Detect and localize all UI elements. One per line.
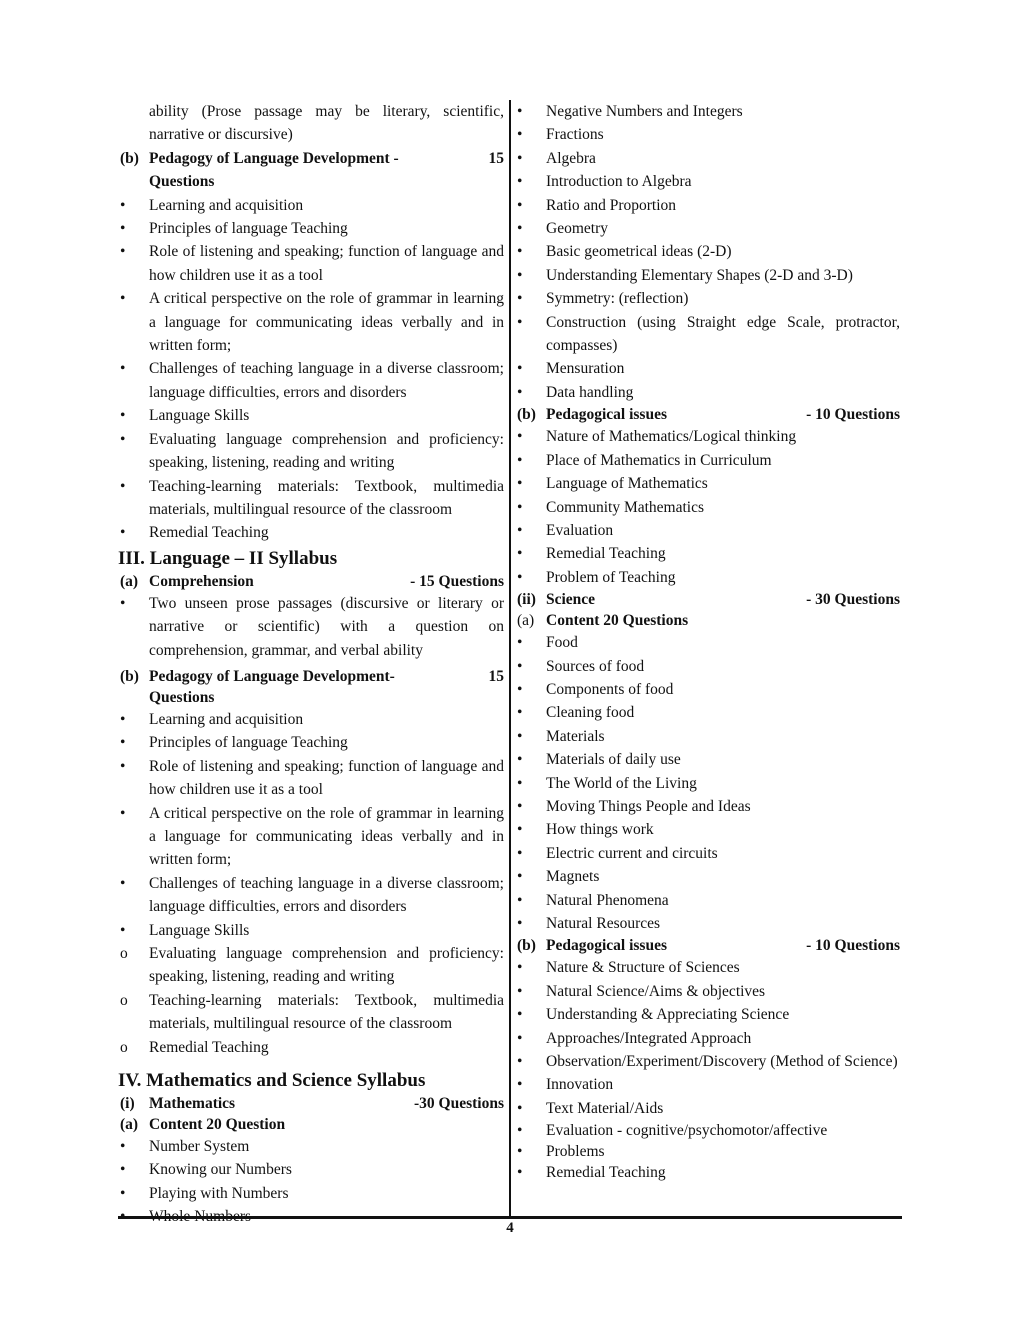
- list-item: • Language of Mathematics: [517, 475, 708, 493]
- list-item: • Place of Mathematics in Curriculum: [517, 451, 772, 469]
- list-item: • Remedial Teaching: [517, 1164, 666, 1182]
- bullet-list: [118, 194, 504, 545]
- subsection-heading: (ii) Science - 30 Questions: [517, 591, 900, 609]
- list-item: o Remedial Teaching: [120, 1038, 269, 1056]
- list-item: • The World of the Living: [517, 774, 697, 792]
- list-item: • Natural Science/Aims & objectives: [517, 982, 766, 1000]
- subsection-heading: (b) Pedagogical issues - 10 Questions: [517, 406, 900, 424]
- bullet-list: [515, 631, 900, 935]
- list-item: • Negative Numbers and Integers: [517, 103, 743, 120]
- list-item: • Materials: [517, 727, 605, 745]
- list-item: • Electric current and circuits: [517, 844, 718, 862]
- list-item: • Understanding Elementary Shapes (2-D and 3-D): [517, 266, 853, 284]
- list-item: • Learning and acquisition: [120, 196, 304, 214]
- list-item: • Sources of food: [517, 657, 645, 675]
- list-item: • Role of listening and speaking; function of language and how children use it as a tool: [120, 757, 504, 799]
- left-column: [118, 100, 504, 1229]
- list-item: • Natural Phenomena: [517, 891, 669, 909]
- list-item: • Fractions: [517, 126, 604, 144]
- list-item: • Remedial Teaching: [120, 524, 269, 542]
- list-item: • Community Mathematics: [517, 498, 704, 516]
- list-item: • Nature of Mathematics/Logical thinking: [517, 428, 797, 446]
- list-item: • Language Skills: [120, 921, 250, 939]
- list-item: • Mensuration: [517, 360, 625, 378]
- list-item: • Number System: [120, 1138, 250, 1156]
- list-item: • Introduction to Algebra: [517, 173, 692, 191]
- list-item: • Text Material/Aids: [517, 1099, 664, 1117]
- list-item: • Knowing our Numbers: [120, 1161, 292, 1179]
- list-item: o Teaching-learning materials: Textbook, multimedia materials, multilingual resource of the classroom: [120, 991, 504, 1033]
- column-divider: [509, 100, 511, 1218]
- section-heading-language-ii: III. Language – II Syllabus: [118, 547, 338, 569]
- subsection-heading: (b) Pedagogy of Language Development- 15: [120, 667, 504, 685]
- bullet-list: [515, 425, 900, 589]
- list-item: • Natural Resources: [517, 915, 661, 932]
- subsection-heading: (a) Content 20 Questions: [517, 612, 689, 630]
- list-item: • Observation/Experiment/Discovery (Method of Science): [517, 1053, 898, 1071]
- list-item: • Materials of daily use: [517, 751, 681, 769]
- subsection-heading: (b) Pedagogy of Language Development - 15: [120, 149, 504, 167]
- right-column: [515, 100, 900, 1183]
- list-item: • Moving Things People and Ideas: [517, 797, 751, 815]
- list-item: • Basic geometrical ideas (2-D): [517, 243, 732, 261]
- subsection-heading-cont: Questions: [149, 173, 215, 191]
- list-item: • Food: [517, 634, 578, 652]
- list-item: • Algebra: [517, 149, 596, 167]
- list-item: • Problems: [517, 1143, 605, 1161]
- list-item: • Two unseen prose passages (discursive or literary or narrative or scientific) with a question on comprehension, grammar, and verbal ability: [120, 594, 504, 659]
- list-item: • Evaluating language comprehension and proficiency: speaking, listening, reading and writing: [120, 430, 504, 472]
- list-item: • Learning and acquisition: [120, 710, 304, 728]
- syllabus-page: [118, 100, 902, 1236]
- continued-text: ability (Prose passage may be literary, scientific, narrative or discursive): [149, 103, 504, 144]
- subsection-heading: (i) Mathematics -30 Questions: [120, 1095, 504, 1113]
- list-item: • Teaching-learning materials: Textbook, multimedia materials, multilingual resource of the classroom: [120, 477, 504, 518]
- footer-rule: [118, 1216, 902, 1219]
- list-item: • Innovation: [517, 1076, 614, 1094]
- list-item: • Cleaning food: [517, 704, 635, 722]
- list-item: • Challenges of teaching language in a diverse classroom; language difficulties, errors and disorders: [120, 874, 504, 916]
- bullet-list: [515, 100, 900, 404]
- list-item: • Principles of language Teaching: [120, 220, 348, 238]
- list-item: • Problem of Teaching: [517, 568, 676, 586]
- subsection-heading: (b) Pedagogical issues - 10 Questions: [517, 937, 900, 955]
- list-item: • Role of listening and speaking; function of language and how children use it as a tool: [120, 243, 504, 284]
- list-item: • Evaluation - cognitive/psychomotor/affective: [517, 1122, 828, 1140]
- bullet-list: [515, 956, 900, 1183]
- bullet-list: [118, 708, 504, 1059]
- list-item: • Understanding & Appreciating Science: [517, 1006, 790, 1024]
- list-item: • Remedial Teaching: [517, 545, 666, 563]
- list-item: • Challenges of teaching language in a diverse classroom; language difficulties, errors and disorders: [120, 360, 504, 401]
- list-item: • Magnets: [517, 868, 600, 886]
- list-item: • Principles of language Teaching: [120, 734, 348, 752]
- list-item: • A critical perspective on the role of grammar in learning a language for communicating ideas verbally and in written form;: [120, 290, 504, 355]
- list-item: • Playing with Numbers: [120, 1184, 289, 1202]
- list-item: • Evaluation: [517, 521, 614, 539]
- list-item: • A critical perspective on the role of grammar in learning a language for communicating ideas verbally and in written form;: [120, 804, 504, 869]
- list-item: • Symmetry: (reflection): [517, 290, 689, 308]
- list-item: • Language Skills: [120, 407, 250, 425]
- subsection-heading: (a) Content 20 Question: [120, 1116, 286, 1134]
- list-item: • Construction (using Straight edge Scale, protractor, compasses): [517, 313, 900, 355]
- bullet-list: [118, 1135, 504, 1229]
- list-item: • How things work: [517, 821, 654, 839]
- list-item: o Evaluating language comprehension and proficiency: speaking, listening, reading and writing: [120, 945, 504, 986]
- list-item: • Data handling: [517, 383, 634, 401]
- list-item: • Ratio and Proportion: [517, 196, 677, 214]
- page-number: 4: [506, 1220, 514, 1236]
- subsection-heading: (a) Comprehension - 15 Questions: [120, 572, 504, 590]
- list-item: • Geometry: [517, 220, 608, 238]
- list-item: • Nature & Structure of Sciences: [517, 959, 740, 977]
- subsection-heading-cont: Questions: [149, 688, 215, 706]
- list-item: • Approaches/Integrated Approach: [517, 1029, 752, 1047]
- section-heading-math-science: IV. Mathematics and Science Syllabus: [118, 1070, 426, 1092]
- list-item: • Components of food: [517, 680, 674, 698]
